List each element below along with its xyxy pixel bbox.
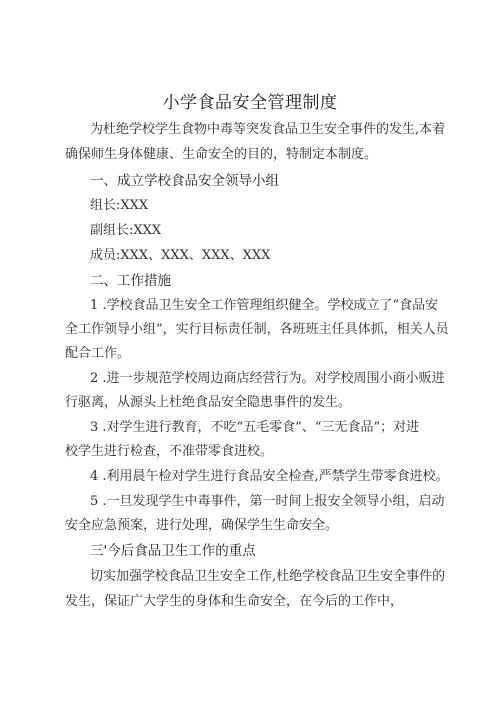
section1-heading: 一、成立学校食品安全领导小组 (90, 173, 279, 189)
item1-line-2: 全工作领导小组”，实行目标责任制，各班班主任具体抓，相关人员 (65, 322, 449, 337)
section2-heading: 二、工作措施 (90, 273, 171, 289)
section3-heading: 三'今后食品卫生工作的重点 (90, 543, 256, 559)
item1-line-1: 1 .学校食品卫生安全工作管理组织健全。学校成立了“食品安 (90, 298, 439, 313)
section3-line-1: 切实加强学校食品卫生安全工作,杜绝学校食品卫生安全事件的 (90, 569, 446, 584)
document-title: 小学食品安全管理制度 (162, 93, 338, 113)
item3-line-2: 校学生进行检查，不准带零食进校。 (65, 444, 274, 459)
item3-line-1: 3 .对学生进行教育，不吃“五毛零食”、“三无食品”；对进 (90, 420, 420, 435)
intro-line-2: 确保师生身体健康、生命安全的目的，特制定本制度。 (65, 147, 378, 162)
item2-line-1: 2 .进一步规范学校周边商店经营行为。对学校周围小商小贩进 (90, 371, 445, 386)
members-line: 成员:XXX、XXX、XXX、XXX (90, 248, 271, 263)
leader-line: 组长:XXX (90, 198, 149, 213)
item2-line-2: 行驱离，从源头上杜绝食品安全隐患事件的发生。 (65, 395, 352, 410)
item5-line-2: 安全应急预案，进行处理，确保学生生命安全。 (65, 518, 339, 533)
item1-line-3: 配合工作。 (65, 346, 131, 361)
deputy-line: 副组长:XXX (90, 223, 162, 238)
intro-line-1: 为杜绝学校学生食物中毒等突发食品卫生安全事件的发生,本着 (90, 122, 446, 137)
section3-line-2: 发生，保证广大学生的身体和生命安全，在今后的工作中， (65, 594, 404, 609)
item4-line-1: 4 .利用晨午检对学生进行食品安全检查,严禁学生带零食进校。 (90, 469, 449, 484)
item5-line-1: 5 .一旦发现学生中毒事件，第一时间上报安全领导小组，启动 (90, 494, 445, 509)
